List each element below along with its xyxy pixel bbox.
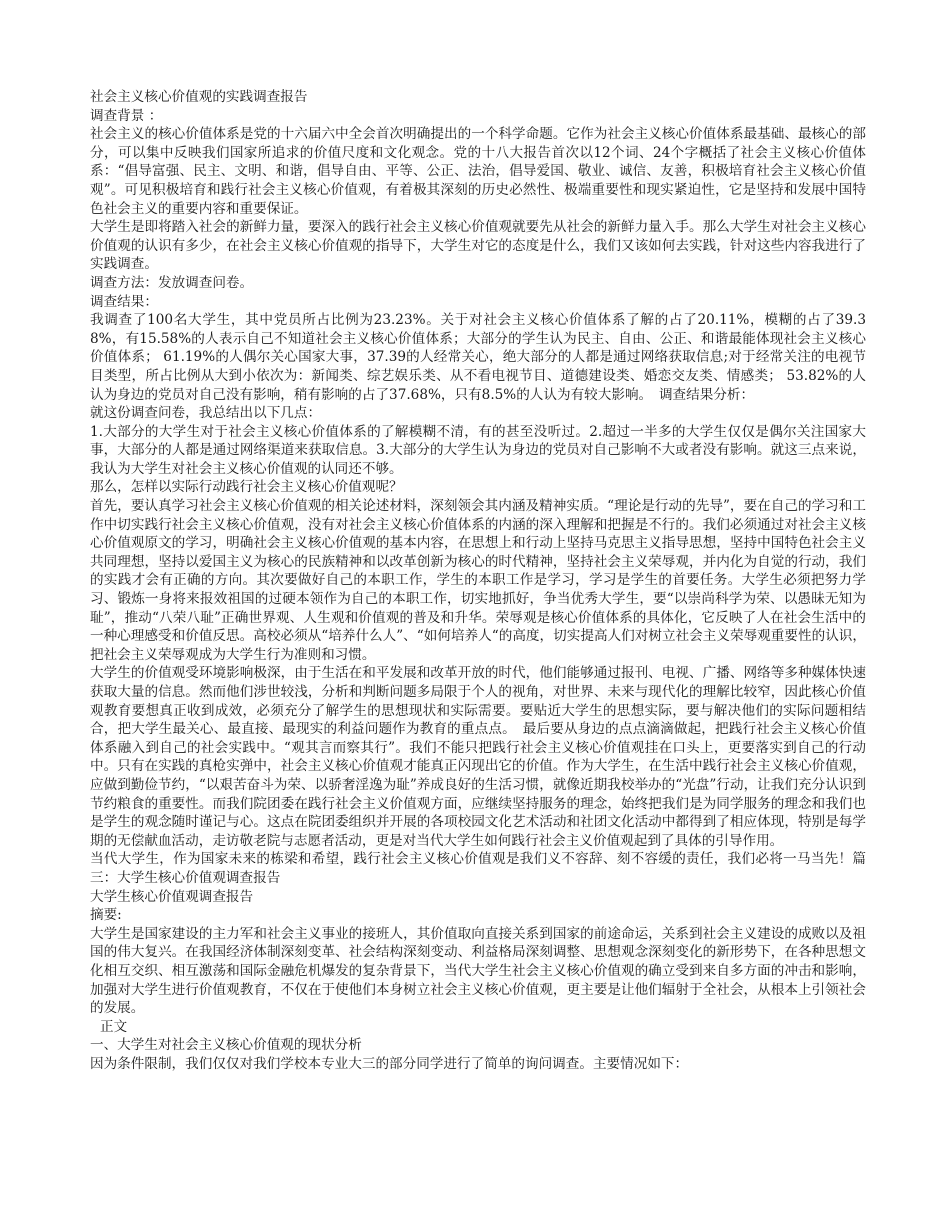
paragraph-first-steps: 首先，要认真学习社会主义核心价值观的相关论述材料，深刻领会其内涵及精神实质。“理论是行动的先导”，要在自己的学习和工作中切实践行社会主义核心价值观，没有对社会主义核心价值体系的内涵的深入理解和把握是不行的。我们必须通过对社会主义核心价值观原文的学习，明确社会主义核心价值观的基本内容，在思想上和行动上坚持马克思主义指导思想，坚持中国特色社会主义共同理想，坚持以爱国主义为核心的民族精神和以改革创新为核心的时代精神，坚持社会主义荣辱观，并内化为自觉的行动，我们的实践才会有正确的方向。其次要做好自己的本职工作，学生的本职工作是学习，学习是学生的首要任务。大学生必须把努力学习、锻炼一身将来报效祖国的过硬本领作为自己的本职工作，切实地抓好，争当优秀大学生，要“以崇尚科学为荣、以愚昧无知为耻”，推动“八荣八耻”正确世界观、人生观和价值观的普及和升华。荣辱观是核心价值体系的具体化，它反映了人在社会生活中的一种心理感受和价值反思。高校必须从“培养什么人”、“如何培养人“的高度，切实提高人们对树立社会主义荣辱观重要性的认识，把社会主义荣辱观成为大学生行为准则和习惯。 [90,498,866,663]
document-title: 社会主义核心价值观的实践调查报告 [90,89,308,105]
section-heading-method: 调查方法：发放调查问卷。 [90,274,254,291]
paragraph-summary-points: 1.大部分的大学生对于社会主义核心价值体系的了解模糊不清，有的甚至没听过。2.超过一半多的大学生仅仅是偶尔关注国家大事，大部分的人都是通过网络渠道来获取信息。3.大部分的大学生认为身边的党员对自己影响不大或者没有影响。就这三点来说，我认为大学生对社会主义核心价值观的认同还不够。 [90,423,866,477]
paragraph-environment: 大学生的价值观受环境影响极深，由于生活在和平发展和改革开放的时代，他们能够通过报刊、电视、广播、网络等多种媒体快速获取大量的信息。然而他们涉世较浅，分析和判断问题多局限于个人的视角，对世界、未来与现代化的理解比较窄，因此核心价值观教育要想真正收到成效，必须充分了解学生的思想现状和实际需要。要贴近大学生的思想实际，要与解决他们的实际问题相结合，把大学生最关心、最直接、最现实的利益问题作为教育的重点点。 最后要从身边的点点滴滴做起，把践行社会主义核心价值体系融入到自己的社会实践中。“观其言而察其行”。我们不能只把践行社会主义核心价值观挂在口头上，更要落实到自己的行动中。只有在实践的真枪实弹中，社会主义核心价值观才能真正闪现出它的价值。作为大学生，在生活中践行社会主义核心价值观，应做到勤俭节约，“以艰苦奋斗为荣、以骄奢淫逸为耻”养成良好的生活习惯，就像近期我校举办的“光盘”行动，让我们充分认识到节约粮食的重要性。而我们院团委在践行社会主义价值观方面，应继续坚持服务的理念，始终把我们是为同学服务的理念和我们也是学生的观念随时谨记与心。这点在院团委组织并开展的各项校园文化艺术活动和社团文化活动中都得到了相应体现，特别是每学期的无偿献血活动，走访敬老院与志愿者活动，更是对当代大学生如何践行社会主义价值观起到了具体的引导作用。 [90,665,866,849]
paragraph-status-intro: 因为条件限制，我们仅仅对我们学校本专业大三的部分同学进行了简单的询问调查。主要情况如下： [90,1055,689,1072]
paragraph-background: 社会主义的核心价值体系是党的十六届六中全会首次明确提出的一个科学命题。它作为社会主义核心价值体系最基础、最核心的部分，可以集中反映我们国家所追求的价值尺度和文化观念。党的十八大报告首次以12个词、24个字概括了社会主义核心价值体系：“倡导富强、民主、文明、和谐，倡导自由、平等、公正、法治，倡导爱国、敬业、诚信、友善，积极培育社会主义核心价值观”。可见积极培育和践行社会主义核心价值观，有着极其深刻的历史必然性、极端重要性和现实紧迫性，它是坚持和发展中国特色社会主义的重要内容和重要保证。 [90,126,866,217]
section-heading-status: 一、大学生对社会主义核心价值观的现状分析 [90,1037,362,1054]
paragraph-question: 那么，怎样以实际行动践行社会主义核心价值观呢？ [90,479,403,496]
body-heading: 正文 [100,1018,128,1035]
paragraph-students-intro: 大学生是即将踏入社会的新鲜力量，要深入的践行社会主义核心价值观就要先从社会的新鲜力量入手。那么大学生对社会主义核心价值观的认识有多少，在社会主义核心价值观的指导下，大学生对它的态度是什么，我们又该如何去实践，针对这些内容我进行了实践调查。 [90,219,866,273]
paragraph-abstract: 大学生是国家建设的主力军和社会主义事业的接班人，其价值取向直接关系到国家的前途命运，关系到社会主义建设的成败以及祖国的伟大复兴。在我国经济体制深刻变革、社会结构深刻变动、利益格局深刻调整、思想观念深刻变化的新形势下，在各种思想文化相互交织、相互激荡和国际金融危机爆发的复杂背景下，当代大学生社会主义核心价值观的确立受到来自多方面的冲击和影响，加强对大学生进行价值观教育，不仅在于使他们本身树立社会主义核心价值观，更主要是让他们辐射于全社会，从根本上引领社会的发展。 [90,925,866,1017]
paragraph-results: 我调查了100名大学生，其中党员所占比例为23.23%。关于对社会主义核心价值体系了解的占了20.11%，模糊的占了39.38%，有15.58%的人表示自己不知道社会主义核心价值体系；大部分的学生认为民主、自由、公正、和谐最能体现社会主义核心价值体系； 61.19%的人偶尔关心国家大事，37.39的人经常关心，绝大部分的人都是通过网络获取信息;对于经常关注的电视节目类型，所占比例从大到小依次为：新闻类、综艺娱乐类、从不看电视节目、道德建设类、婚恋交友类、情感类； 53.82%的人认为身边的党员对自己没有影响，稍有影响的占了37.68%，只有8.5%的人认为有较大影响。 调查结果分析： [90,312,866,403]
section-heading-results: 调查结果： [90,293,158,310]
section-heading-background: 调查背景 ： [90,107,163,124]
report-subtitle: 大学生核心价值观调查报告 [90,888,254,905]
paragraph-conclusion: 当代大学生，作为国家未来的栋梁和希望，践行社会主义核心价值观是我们义不容辞、刻不容缓的责任，我们必将一马当先！篇三：大学生核心价值观调查报告 [90,851,866,886]
paragraph-summary-intro: 就这份调查问卷，我总结出以下几点： [90,405,322,422]
abstract-heading: 摘要: [90,907,122,924]
